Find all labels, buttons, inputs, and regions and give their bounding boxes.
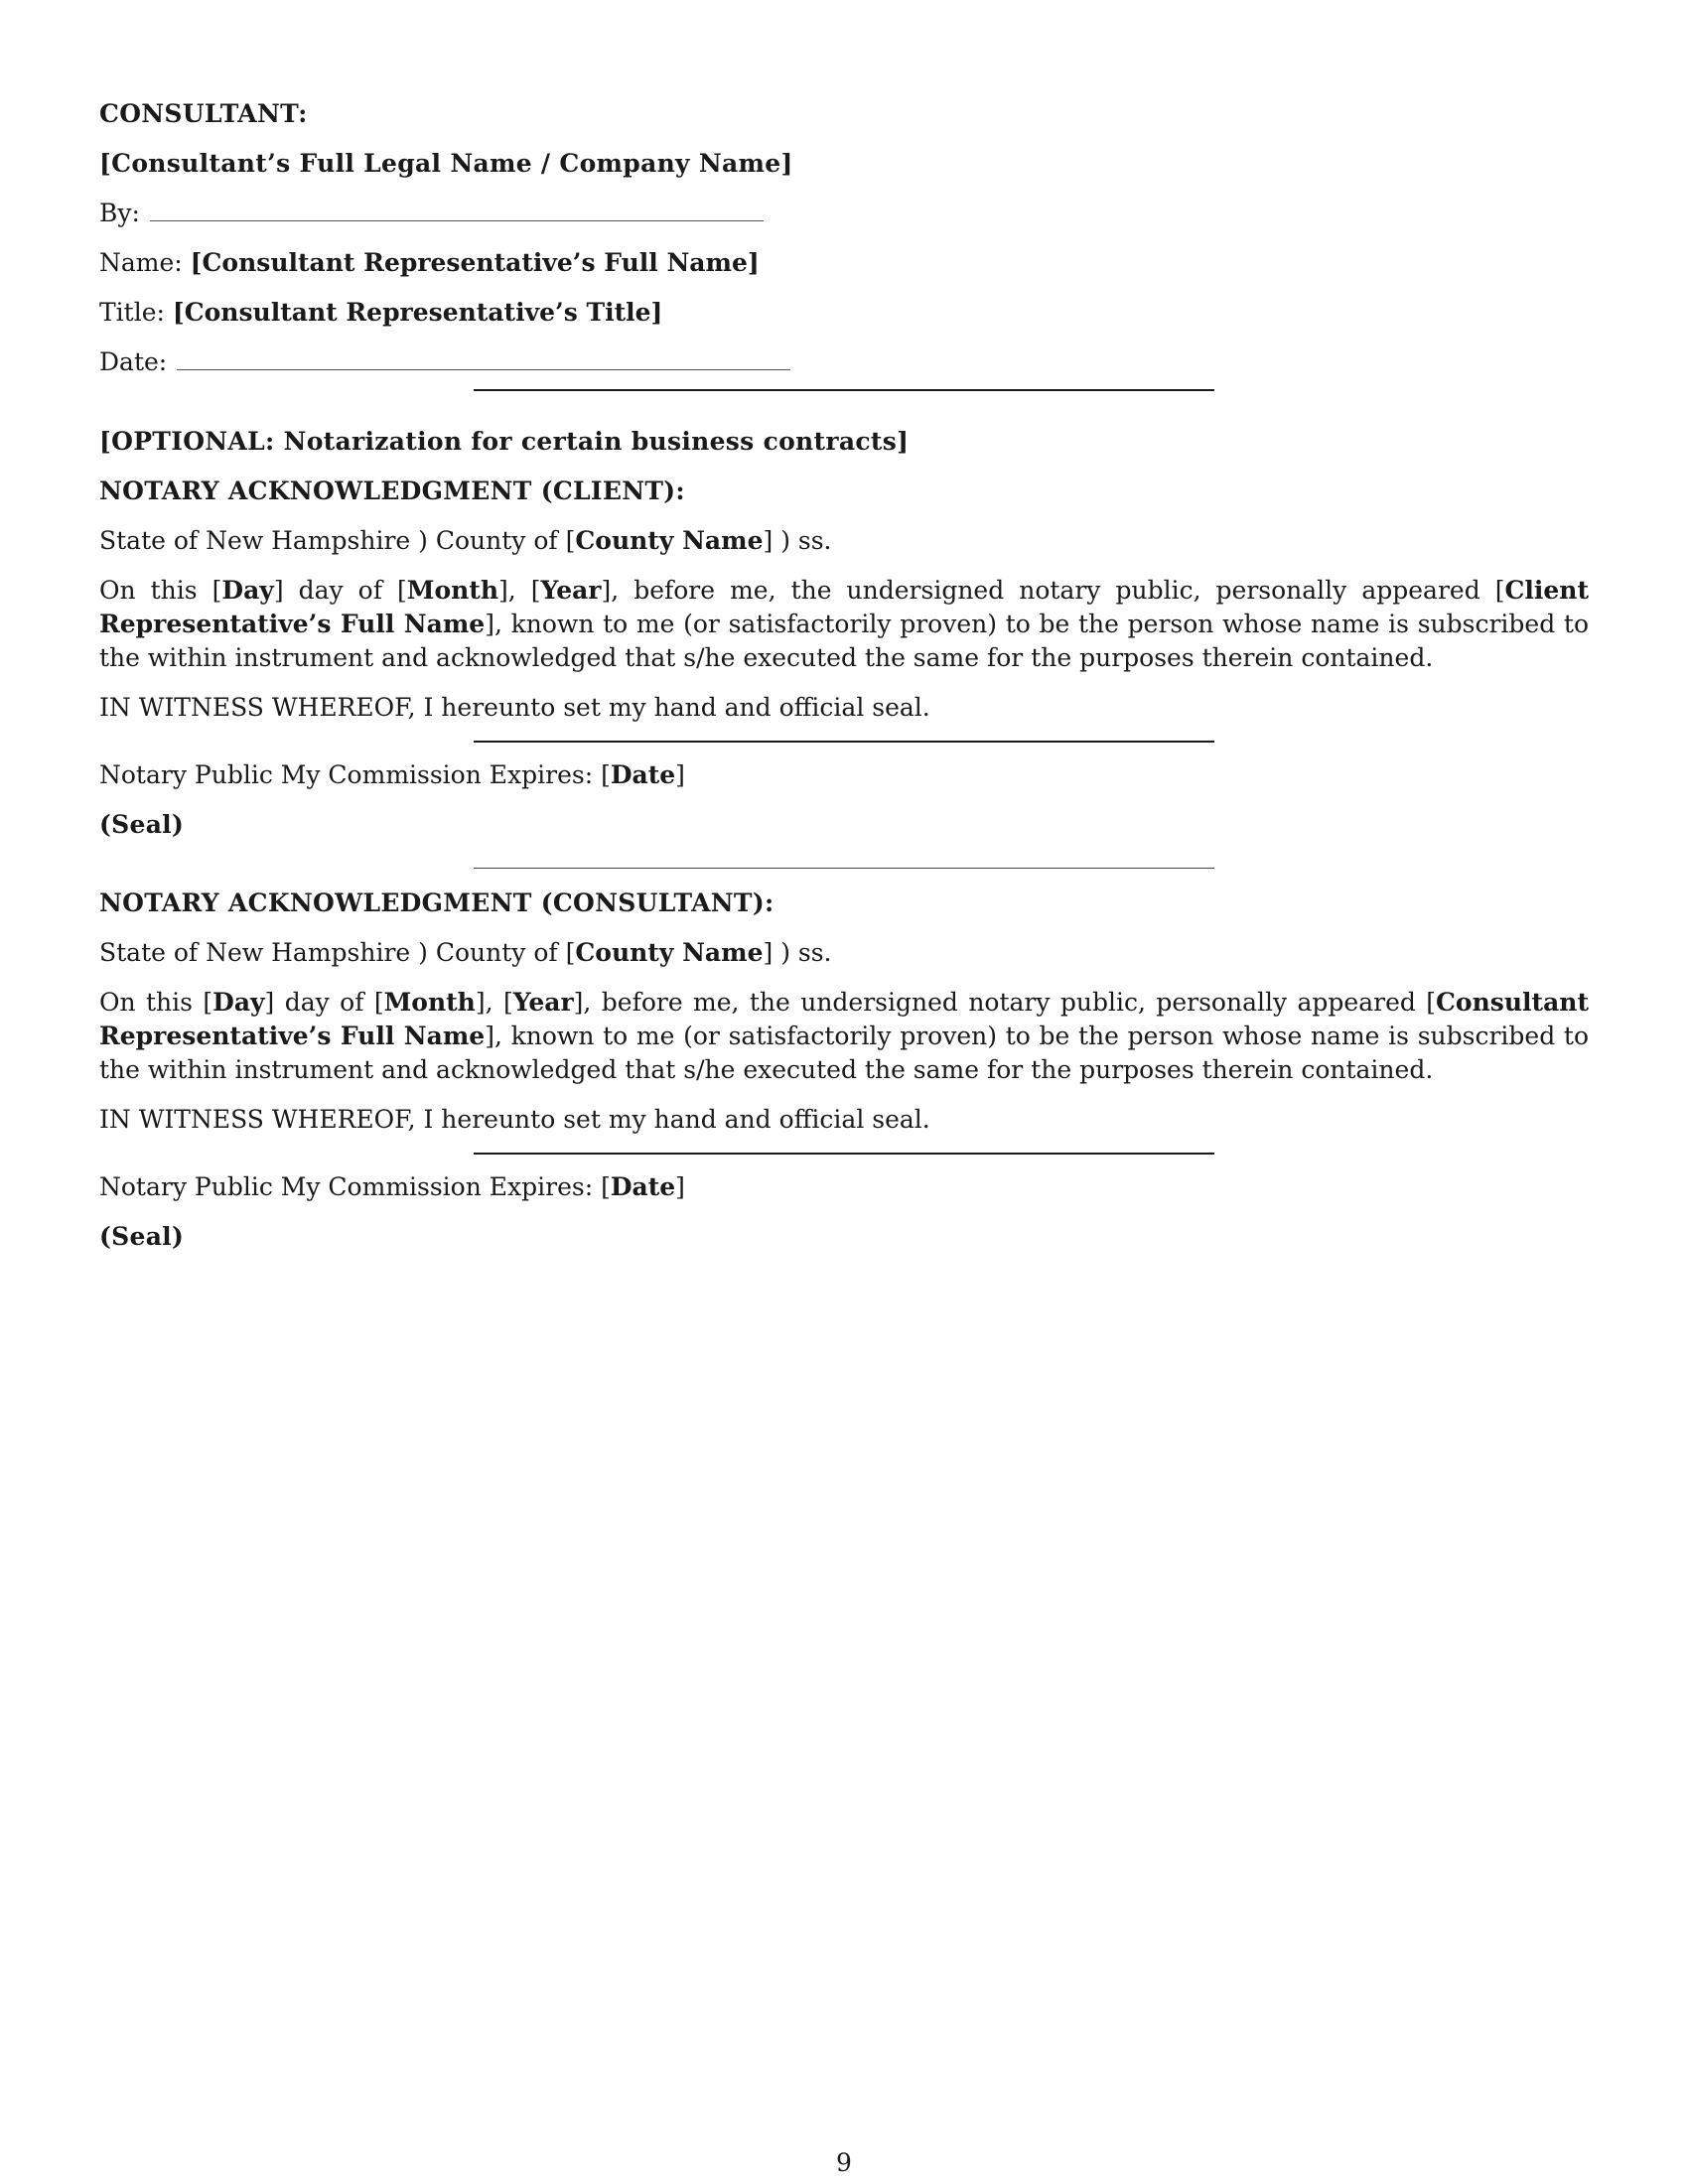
commission-suffix: ] bbox=[675, 760, 685, 789]
text-on-this: On this [ bbox=[99, 988, 213, 1017]
county-placeholder: County Name bbox=[575, 526, 764, 555]
year-placeholder: Year bbox=[512, 988, 574, 1017]
commission-prefix: Notary Public My Commission Expires: [ bbox=[99, 1172, 611, 1201]
commission-date-placeholder: Date bbox=[610, 760, 676, 789]
name-label: Name: bbox=[99, 248, 183, 277]
name-placeholder: [Consultant Representative’s Full Name] bbox=[190, 248, 760, 277]
state-suffix: ] ) ss. bbox=[763, 938, 832, 967]
consultant-company-placeholder: [Consultant’s Full Legal Name / Company Name] bbox=[99, 149, 793, 178]
document-page bbox=[99, 97, 1589, 1270]
notary-consultant-heading: NOTARY ACKNOWLEDGMENT (CONSULTANT): bbox=[99, 888, 774, 917]
text-separator: ], [ bbox=[498, 576, 541, 605]
state-prefix: State of New Hampshire ) County of [ bbox=[99, 938, 576, 967]
consultant-date-line bbox=[99, 345, 1589, 379]
notary-consultant-commission bbox=[99, 1170, 1589, 1204]
representative-placeholder: Client Representative’s Full Name bbox=[99, 576, 1590, 638]
notary-consultant-paragraph bbox=[99, 986, 1589, 1087]
by-signature-blank bbox=[150, 199, 764, 221]
notary-client-state-line bbox=[99, 524, 1589, 558]
title-label: Title: bbox=[99, 298, 165, 327]
county-placeholder: County Name bbox=[575, 938, 764, 967]
page-number: 9 bbox=[836, 2148, 852, 2177]
title-placeholder: [Consultant Representative’s Title] bbox=[172, 298, 663, 327]
text-remainder: ], known to me (or satisfactorily proven) to be the person whose name is subscribed to the within instrument and acknowledged that s/he executed the same for the purposes therein contained. bbox=[99, 610, 1590, 672]
notary-consultant-state-line bbox=[99, 936, 1589, 970]
text-day-of: ] day of [ bbox=[273, 576, 407, 605]
representative-placeholder: Consultant Representative’s Full Name bbox=[99, 988, 1589, 1050]
notary-client-heading: NOTARY ACKNOWLEDGMENT (CLIENT): bbox=[99, 477, 685, 505]
year-placeholder: Year bbox=[540, 576, 602, 605]
notary-client-signature-line bbox=[474, 741, 1214, 743]
notary-consultant-seal: (Seal) bbox=[99, 1222, 185, 1251]
state-suffix: ] ) ss. bbox=[763, 526, 832, 555]
consultant-heading: CONSULTANT: bbox=[99, 99, 308, 128]
day-placeholder: Day bbox=[212, 988, 265, 1017]
notary-consultant-witness: IN WITNESS WHEREOF, I hereunto set my hand and official seal. bbox=[99, 1105, 930, 1134]
commission-suffix: ] bbox=[675, 1172, 685, 1201]
text-on-this: On this [ bbox=[99, 576, 222, 605]
text-separator: ], [ bbox=[475, 988, 513, 1017]
notary-client-witness: IN WITNESS WHEREOF, I hereunto set my hand and official seal. bbox=[99, 693, 930, 722]
month-placeholder: Month bbox=[383, 988, 476, 1017]
consultant-title-line bbox=[99, 296, 1589, 330]
date-blank bbox=[177, 347, 790, 370]
text-before-me: ], before me, the undersigned notary public, personally appeared [ bbox=[573, 988, 1437, 1017]
section-divider bbox=[474, 389, 1214, 391]
commission-date-placeholder: Date bbox=[610, 1172, 676, 1201]
date-label: Date: bbox=[99, 347, 168, 376]
optional-note: [OPTIONAL: Notarization for certain business contracts] bbox=[99, 427, 910, 456]
text-before-me: ], before me, the undersigned notary public, personally appeared [ bbox=[601, 576, 1505, 605]
month-placeholder: Month bbox=[406, 576, 499, 605]
section-divider bbox=[474, 868, 1214, 869]
text-remainder: ], known to me (or satisfactorily proven) to be the person whose name is subscribed to the within instrument and acknowledged that s/he executed the same for the purposes therein contained. bbox=[99, 1022, 1590, 1084]
consultant-name-line bbox=[99, 246, 1589, 280]
notary-client-commission bbox=[99, 758, 1589, 792]
day-placeholder: Day bbox=[221, 576, 274, 605]
commission-prefix: Notary Public My Commission Expires: [ bbox=[99, 760, 611, 789]
by-label: By: bbox=[99, 199, 140, 227]
state-prefix: State of New Hampshire ) County of [ bbox=[99, 526, 576, 555]
notary-client-seal: (Seal) bbox=[99, 810, 185, 839]
notary-client-paragraph bbox=[99, 574, 1589, 675]
notary-consultant-signature-line bbox=[474, 1153, 1214, 1155]
consultant-by-line bbox=[99, 197, 1589, 230]
text-day-of: ] day of [ bbox=[264, 988, 384, 1017]
